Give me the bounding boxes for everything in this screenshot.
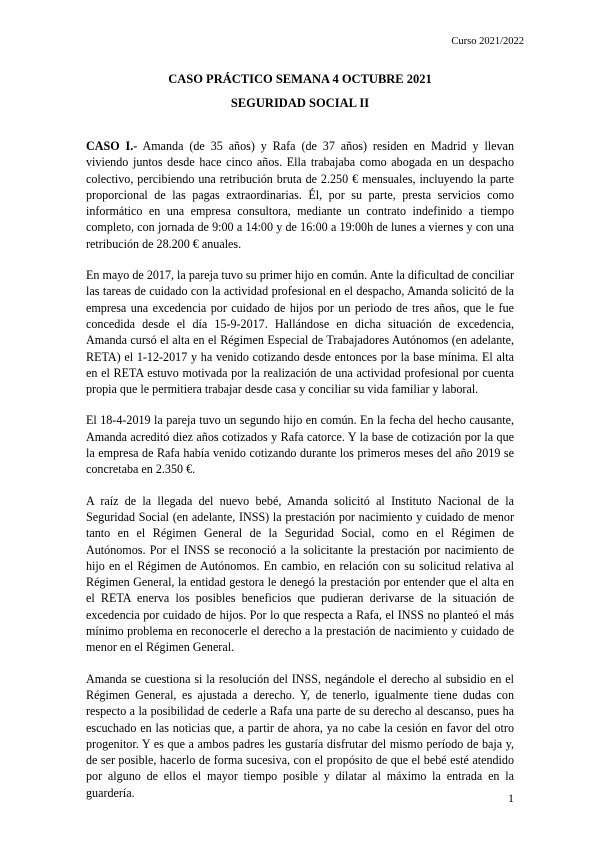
case-body bbox=[86, 138, 514, 816]
document-subtitle: SEGURIDAD SOCIAL II bbox=[230, 96, 370, 110]
case-lead: CASO I.- bbox=[86, 139, 138, 153]
case-paragraph-5: Amanda se cuestiona si la resolución del INSS, negándole el derecho al subsidio en el Régimen General, es ajustada a derecho. Y, de tenerlo, igualmente tiene dudas con respecto a la posibilidad de cederle a Rafa una parte de su derecho al descanso, pues ha escuchado en las noticias que, a partir de ahora, ya no cabe la cesión en favor del otro progenitor. Y es que a ambos padres les gustaría disfrutar del mismo período de baja y, de ser posible, hacerlo de forma sucesiva, con el propósito de que el bebé esté atendido por alguno de ellos el mayor tiempo posible y dilatar al máximo la entrada en la guardería. bbox=[86, 671, 514, 800]
case-paragraph-3: El 18-4-2019 la pareja tuvo un segundo hijo en común. En la fecha del hecho causante, Amanda acreditó diez años cotizados y Rafa catorce. Y la base de cotización por la que la empresa de Rafa había venido cotizando durante los primeros meses del año 2019 se concretaba en 2.350 €. bbox=[86, 413, 514, 477]
case-paragraph-1 bbox=[86, 138, 514, 252]
case-paragraph-2: En mayo de 2017, la pareja tuvo su primer hijo en común. Ante la dificultad de conciliar las tareas de cuidado con la actividad profesional en el despacho, Amanda solicitó de la empresa una excedencia por cuidado de hijos por un periodo de tres años, que le fue concedida desde el día 15-9-2017. Hallándose en dicha situación de excedencia, Amanda cursó el alta en el Régimen Especial de Trabajadores Autónomos (en adelante, RETA) el 1-12-2017 y ha venido cotizando desde entonces por la base mínima. El alta en el RETA estuvo motivada por la realización de una actividad profesional por cuenta propia que le permitiera trabajar desde casa y conciliar su vida familiar y laboral. bbox=[86, 268, 514, 397]
course-header: Curso 2021/2022 bbox=[451, 36, 524, 47]
case-paragraph-4: A raíz de la llegada del nuevo bebé, Amanda solicitó al Instituto Nacional de la Seguridad Social (en adelante, INSS) la prestación por nacimiento y cuidado de menor tanto en el Régimen General de la Seguridad Social, como en el Régimen de Autónomos. Por el INSS se reconoció a la solicitante la prestación por nacimiento de hijo en el Régimen de Autónomos. En cambio, en relación con su solicitud relativa al Régimen General, la entidad gestora le denegó la prestación por entender que el alta en el RETA enerva los posibles beneficios que pudieran derivarse de la situación de excedencia por cuidado de hijos. Por lo que respecta a Rafa, el INSS no planteó el más mínimo problema en reconocerle el derecho a la prestación de nacimiento y cuidado de menor en el Régimen General. bbox=[86, 493, 514, 655]
page-number: 1 bbox=[508, 791, 514, 805]
case-paragraph-1-text: Amanda (de 35 años) y Rafa (de 37 años) residen en Madrid y llevan viviendo juntos desde hace cinco años. Ella trabajaba como abogada en un despacho colectivo, percibiendo una retribución bruta de 2.250 € mensuales, incluyendo la parte proporcional de las pagas extraordinarias. Él, por su parte, presta servicios como informático en una empresa consultora, mediante un contrato indefinido a tiempo completo, con jornada de 9:00 a 14:00 y de 16:00 a 19:00h de lunes a viernes y con una retribución de 28.200 € anuales. bbox=[86, 139, 514, 251]
document-title: CASO PRÁCTICO SEMANA 4 OCTUBRE 2021 bbox=[168, 72, 432, 86]
